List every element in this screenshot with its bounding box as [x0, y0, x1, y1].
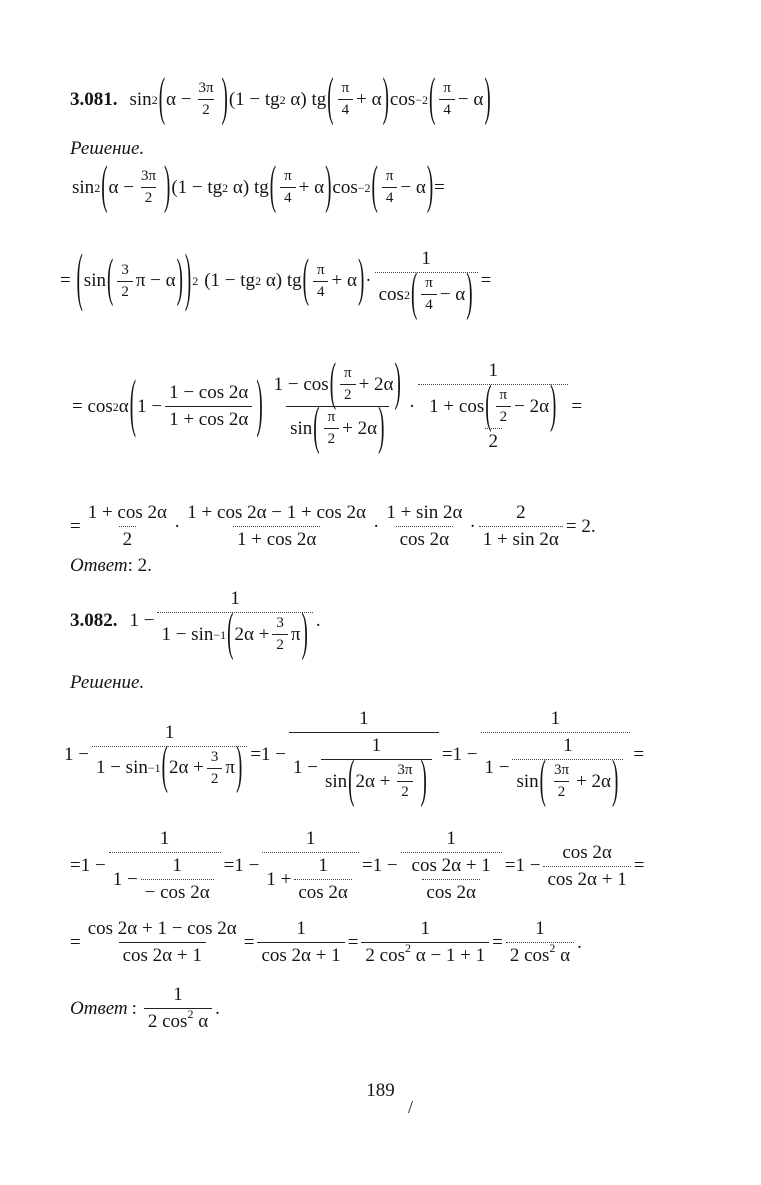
solution-label: Решение.	[70, 672, 145, 693]
solution-3081-line-4: = $\frac{1 + \cos 2\alpha}{2}$ · $\frac{1 + \cos 2\alpha - 1 + \cos 2\alpha}{1 + \cos 2\alpha}$ · $\frac{1 + \sin 2\alpha}{\cos 2\alpha}$ · $\frac{2}{1 + \sin 2\alpha}$ = 2.	[70, 502, 596, 550]
answer-3082: Ответ : $\frac{1}{2 \cos^2 \alpha}$ .	[70, 984, 220, 1032]
scan-mark: /	[408, 1097, 414, 1117]
solution-3082-line-1: 1 − 1 1 − sin −1 ( 2α + $\frac{3}{2}$ π ) = 1 − 1 1 − 1 sin ( 2α + $\frac{3\pi}{2}$ ) = 1 − 1 1 − 1 sin ( $\frac{3\pi}{2}$ + 2α ) =	[64, 708, 645, 810]
answer-3081: Ответ: 2.	[70, 555, 152, 576]
solution-3081-line-3: = cos 2 α ( 1 − $\frac{1 - \cos 2\alpha}{1 + \cos 2\alpha}$ ) 1 − cos ( $\frac{\pi}{2}$ + 2α ) sin ( $\frac{\pi}{2}$ + 2α ) · 1 1 + cos ( $\frac{\pi}{2}$ − 2α ) 2 =	[72, 353, 583, 457]
page-number: 189	[366, 1080, 395, 1101]
problem-number: 3.082.	[70, 610, 118, 631]
solution-3082-line-3: = $\frac{\cos 2\alpha + 1 - \cos 2\alpha}{\cos 2\alpha + 1}$ = $\frac{1}{\cos 2\alpha + 1}$ = $\frac{1}{2 \cos^2 \alpha - 1 + 1}$ = $\frac{1}{2 \cos^2 \alpha}$ .	[70, 918, 582, 966]
solution-label: Решение.	[70, 138, 145, 159]
solution-3082-line-2: = 1 − 1 1 − $\frac{1}{- \cos 2\alpha}$ = 1 − 1 1 + $\frac{1}{\cos 2\alpha}$ = 1 − $\frac{1}{\frac{\cos 2\alpha + 1}{\cos 2\alpha}}$ = 1 − $\frac{\cos 2\alpha}{\cos 2\alpha + 1}$ =	[70, 828, 645, 903]
problem-3081-statement: 3.081. sin 2 ( α − $\frac{3\pi}{2}$ ) (1 − tg 2 α) tg ( $\frac{\pi}{4}$ + α ) cos −2 ( $\frac{\pi}{4}$ − α )	[70, 68, 491, 128]
solution-3081-line-1: sin 2 ( α − $\frac{3\pi}{2}$ ) (1 − tg 2 α) tg ( $\frac{\pi}{4}$ + α ) cos −2 ( $\frac{\pi}{4}$ − α ) =	[72, 156, 445, 216]
solution-3081-line-2: = ( sin ( $\frac{3}{2}$ π − α ) ) 2 (1 − tg 2 α) tg ( $\frac{\pi}{4}$ + α ) · 1 cos 2 ( $\frac{\pi}{4}$ − α ) =	[60, 243, 492, 323]
problem-3082-statement: 3.082. 1 − 1 1 − sin −1 ( 2α + $\frac{3}{2}$ π ) .	[70, 588, 321, 663]
problem-number: 3.081.	[70, 88, 118, 110]
